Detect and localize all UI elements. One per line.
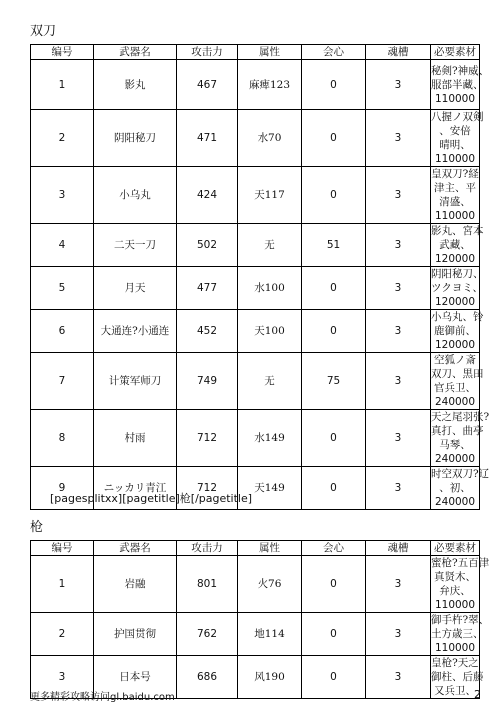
- column-header: 魂槽: [366, 45, 431, 60]
- material-line: 皇双刀?経: [431, 168, 479, 180]
- material-line: 空狐ノ斎: [434, 354, 476, 366]
- table-header-row: [31, 45, 480, 60]
- cell-attack: 749: [177, 353, 238, 410]
- cell-attribute: 火76: [238, 556, 302, 613]
- material-line: 御柱、后藤: [431, 671, 484, 683]
- cell-critical: 0: [302, 267, 366, 310]
- material-line: 弁庆、: [439, 585, 471, 597]
- column-header: 编号: [31, 45, 94, 60]
- cell-attack: 801: [177, 556, 238, 613]
- column-header: 武器名: [94, 541, 177, 556]
- material-line: 八握ノ双剣: [431, 111, 484, 123]
- cell-critical: 75: [302, 353, 366, 410]
- cell-attribute: 天149: [238, 467, 302, 510]
- cell-attack: 712: [177, 410, 238, 467]
- cell-id: 7: [31, 353, 94, 410]
- table-header-row: [31, 541, 480, 556]
- column-header: 武器名: [94, 45, 177, 60]
- cell-attribute: 地114: [238, 613, 302, 656]
- material-line: 津主、平: [434, 182, 476, 194]
- material-line: 秘剣?神威、: [431, 64, 490, 77]
- cell-attack: 467: [177, 60, 238, 110]
- cell-critical: 0: [302, 167, 366, 224]
- cell-id: 2: [31, 613, 94, 656]
- column-header: 会心: [302, 45, 366, 60]
- cell-materials: [431, 656, 484, 699]
- cell-critical: 0: [302, 60, 366, 110]
- table-row: [31, 353, 480, 410]
- column-header: 魂槽: [366, 541, 431, 556]
- cell-materials: [431, 410, 490, 467]
- weapon-table-dual-blades: [30, 44, 490, 510]
- material-line: 120000: [434, 296, 476, 308]
- cell-id: 8: [31, 410, 94, 467]
- cell-soul-slots: 3: [366, 656, 431, 699]
- table-row: [31, 310, 480, 353]
- material-line: 阴阳秘刀、: [431, 268, 484, 280]
- cell-soul-slots: 3: [366, 110, 431, 167]
- material-line: 小乌丸、铃: [431, 311, 484, 323]
- column-header: 攻击力: [177, 45, 238, 60]
- cell-critical: 51: [302, 224, 366, 267]
- cell-soul-slots: 3: [366, 556, 431, 613]
- material-line: 110000: [434, 92, 476, 105]
- material-line: 110000: [434, 210, 476, 222]
- cell-attack: 762: [177, 613, 238, 656]
- material-line: 240000: [434, 396, 476, 408]
- cell-id: 6: [31, 310, 94, 353]
- material-line: 、初、: [439, 482, 471, 494]
- cell-attribute: 无: [238, 353, 302, 410]
- cell-id: 3: [31, 167, 94, 224]
- cell-materials: [431, 167, 480, 224]
- material-line: ツクヨミ、: [431, 282, 483, 294]
- cell-attribute: 水149: [238, 410, 302, 467]
- cell-materials: [431, 556, 490, 613]
- cell-materials: [431, 613, 490, 656]
- material-line: 皇枪?天之: [431, 657, 479, 669]
- cell-soul-slots: 3: [366, 267, 431, 310]
- cell-attack: 471: [177, 110, 238, 167]
- cell-attribute: 无: [238, 224, 302, 267]
- cell-critical: 0: [302, 410, 366, 467]
- table-row: [31, 224, 480, 267]
- cell-soul-slots: 3: [366, 410, 431, 467]
- table-row: [31, 410, 480, 467]
- cell-critical: 0: [302, 110, 366, 167]
- page-split-marker: [pagesplitxx][pagetitle]枪[/pagetitle]: [50, 492, 253, 505]
- material-line: 110000: [434, 642, 476, 654]
- cell-critical: 0: [302, 613, 366, 656]
- cell-attribute: 麻痺123: [238, 60, 302, 110]
- cell-attack: 502: [177, 224, 238, 267]
- cell-soul-slots: 3: [366, 467, 431, 510]
- cell-soul-slots: 3: [366, 167, 431, 224]
- cell-attack: 452: [177, 310, 238, 353]
- cell-weapon-name: 村雨: [94, 410, 177, 467]
- cell-soul-slots: 3: [366, 310, 431, 353]
- table-row: [31, 167, 480, 224]
- material-line: 真贤木、: [434, 571, 476, 583]
- material-line: 影丸、宮本: [431, 225, 484, 237]
- cell-critical: 0: [302, 556, 366, 613]
- cell-weapon-name: 阴阳秘刀: [94, 110, 177, 167]
- cell-soul-slots: 3: [366, 353, 431, 410]
- material-line: 时空双刀?辽: [431, 468, 490, 480]
- column-header: 属性: [238, 541, 302, 556]
- material-line: 120000: [434, 339, 476, 351]
- column-header: 会心: [302, 541, 366, 556]
- cell-id: 1: [31, 556, 94, 613]
- table-row: [31, 556, 480, 613]
- material-line: 双刀、黒田: [431, 368, 484, 380]
- cell-id: 9: [31, 467, 94, 510]
- cell-materials: [431, 310, 484, 353]
- cell-attribute: 风190: [238, 656, 302, 699]
- cell-materials: [431, 353, 484, 410]
- cell-soul-slots: 3: [366, 224, 431, 267]
- cell-materials: [431, 224, 484, 267]
- material-line: 御手杵?翠、: [431, 614, 490, 626]
- cell-id: 2: [31, 110, 94, 167]
- cell-attribute: 天100: [238, 310, 302, 353]
- table-row: [31, 60, 480, 110]
- cell-materials: [431, 267, 484, 310]
- cell-attack: 424: [177, 167, 238, 224]
- column-header: 必要素材: [431, 45, 480, 60]
- material-line: 240000: [434, 453, 476, 465]
- cell-weapon-name: 二天一刀: [94, 224, 177, 267]
- spear-table-viewport: [0, 540, 500, 697]
- table-row: [31, 267, 480, 310]
- material-line: 土方歳三、: [431, 628, 484, 640]
- cell-weapon-name: 日本号: [94, 656, 177, 699]
- cell-weapon-name: ニッカリ青江: [94, 467, 177, 510]
- material-line: 又兵卫、: [434, 685, 476, 697]
- material-line: 真打、曲亭: [431, 425, 484, 437]
- cell-id: 4: [31, 224, 94, 267]
- cell-id: 5: [31, 267, 94, 310]
- weapon-table-spear: [30, 540, 490, 699]
- section-title-dual-blades: 双刀: [30, 24, 57, 39]
- cell-attribute: 天117: [238, 167, 302, 224]
- page-number: 2: [474, 688, 481, 701]
- cell-weapon-name: 岩融: [94, 556, 177, 613]
- material-line: 110000: [434, 153, 476, 165]
- cell-attack: 477: [177, 267, 238, 310]
- material-line: 马琴、: [439, 439, 471, 451]
- material-line: 240000: [434, 496, 476, 508]
- material-line: 、安倍: [439, 125, 471, 137]
- cell-critical: 0: [302, 310, 366, 353]
- table-row: [31, 613, 480, 656]
- cell-weapon-name: 大通连?小通连: [94, 310, 177, 353]
- cell-materials: [431, 110, 484, 167]
- cell-weapon-name: 计策军师刀: [94, 353, 177, 410]
- material-line: 天之尾羽张?: [431, 411, 490, 423]
- cell-materials: [431, 60, 490, 110]
- table-row: [31, 110, 480, 167]
- material-line: 110000: [434, 599, 476, 611]
- cell-weapon-name: 小乌丸: [94, 167, 177, 224]
- column-header: 攻击力: [177, 541, 238, 556]
- cell-weapon-name: 影丸: [94, 60, 177, 110]
- cell-attribute: 水70: [238, 110, 302, 167]
- material-line: 120000: [434, 253, 476, 265]
- material-line: 清盛、: [439, 196, 471, 208]
- column-header: 必要素材: [431, 541, 480, 556]
- section-title-spear: 枪: [30, 520, 44, 535]
- material-line: 鹿御前、: [434, 325, 476, 337]
- footer-site-link[interactable]: 更多精彩攻略访问gl.baidu.com: [30, 692, 175, 703]
- column-header: 编号: [31, 541, 94, 556]
- cell-weapon-name: 护国贯彻: [94, 613, 177, 656]
- cell-id: 1: [31, 60, 94, 110]
- cell-critical: 0: [302, 467, 366, 510]
- material-line: 蜜枪?五百津: [431, 557, 490, 569]
- cell-attack: 686: [177, 656, 238, 699]
- cell-id: 3: [31, 656, 94, 699]
- cell-soul-slots: 3: [366, 613, 431, 656]
- material-line: 晴明、: [439, 139, 471, 151]
- cell-attack: 712: [177, 467, 238, 510]
- column-header: 属性: [238, 45, 302, 60]
- material-line: 服部半藏、: [431, 78, 484, 91]
- cell-weapon-name: 月天: [94, 267, 177, 310]
- material-line: 武藏、: [439, 239, 471, 251]
- cell-materials: [431, 467, 490, 510]
- cell-attribute: 水100: [238, 267, 302, 310]
- cell-critical: 0: [302, 656, 366, 699]
- cell-soul-slots: 3: [366, 60, 431, 110]
- material-line: 官兵卫、: [434, 382, 476, 394]
